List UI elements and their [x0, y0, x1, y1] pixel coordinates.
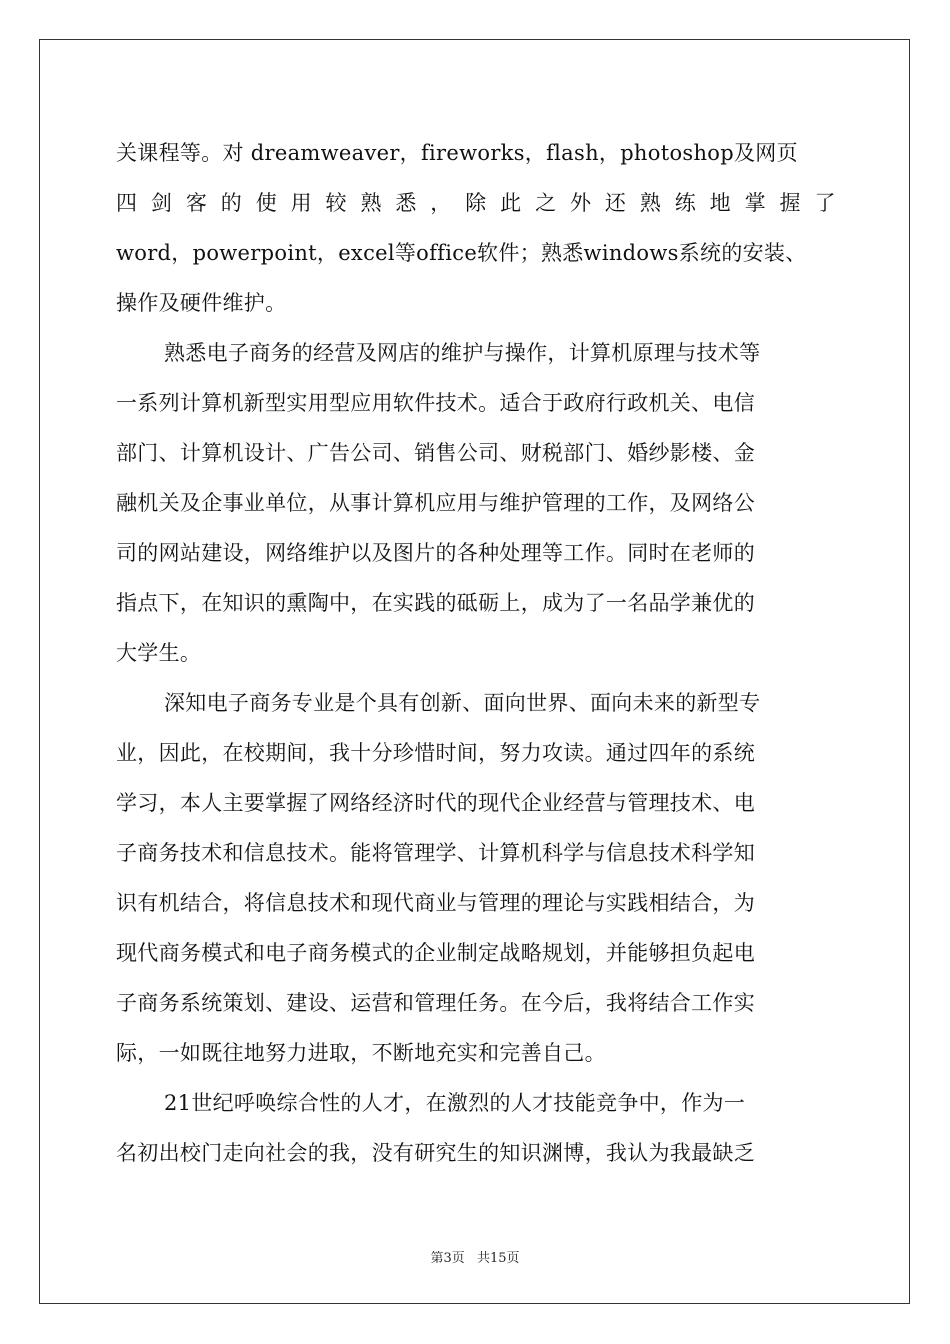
justified-char: 握: [779, 191, 801, 215]
text-line: 指点下，在知识的熏陶中，在实践的砥砺上，成为了一名品学兼优的: [116, 591, 755, 615]
text-line: word，powerpoint，excel等office软件；熟悉windows系统的安装、: [116, 241, 807, 265]
justified-char: 掌: [744, 191, 766, 215]
justified-char: 外: [569, 191, 592, 215]
text-line: 际，一如既往地努力进取，不断地充实和完善自己。: [116, 1041, 606, 1065]
text-line: 现代商务模式和电子商务模式的企业制定战略规划，并能够担负起电: [116, 941, 755, 965]
text-line: 识有机结合，将信息技术和现代商业与管理的理论与实践相结合，为: [116, 891, 755, 915]
page-footer: [0, 1247, 950, 1266]
justified-char: 了: [814, 191, 836, 215]
justified-char: 之: [535, 191, 557, 215]
justified-char: 悉: [395, 191, 417, 215]
paragraph-start-line: 熟悉电子商务的经营及网店的维护与操作，计算机原理与技术等: [164, 341, 761, 365]
justified-char: 熟: [639, 191, 662, 215]
justified-char: 练: [674, 191, 697, 215]
text-line: 操作及硬件维护。: [116, 291, 287, 315]
justified-char: 熟: [360, 191, 382, 215]
text-line: 学习，本人主要掌握了网络经济时代的现代企业经营与管理技术、电: [116, 791, 755, 815]
justified-char: 的: [220, 191, 243, 215]
page-number: 第3页: [430, 1251, 465, 1266]
justified-char: 四: [116, 191, 138, 215]
justified-char: 还: [604, 191, 627, 215]
text-line: 名初出校门走向社会的我，没有研究生的知识渊博，我认为我最缺乏: [116, 1141, 755, 1165]
justified-char: 地: [709, 191, 731, 215]
justified-char: 剑: [150, 191, 173, 215]
justified-char: ，: [430, 191, 452, 215]
text-line: 司的网站建设，网络维护以及图片的各种处理等工作。同时在老师的: [116, 541, 755, 565]
text-line: 子商务系统策划、建设、运营和管理任务。在今后，我将结合工作实: [116, 991, 755, 1015]
text-line: 子商务技术和信息技术。能将管理学、计算机科学与信息技术科学知: [116, 841, 755, 865]
document-body: [116, 128, 836, 1178]
justified-char: 此: [500, 191, 522, 215]
justified-char: 使: [255, 191, 277, 215]
text-line: 部门、计算机设计、广告公司、销售公司、财税部门、婚纱影楼、金: [116, 441, 755, 465]
justified-char: 较: [325, 191, 347, 215]
text-line: 大学生。: [116, 641, 202, 665]
justified-char: 客: [185, 191, 208, 215]
justified-char: 除: [465, 191, 487, 215]
text-line: 关课程等。对 dreamweaver，fireworks，flash，photoshop及网页: [116, 141, 798, 165]
text-line: 融机关及企事业单位，从事计算机应用与维护管理的工作，及网络公: [116, 491, 755, 515]
paragraph-start-line: 21世纪呼唤综合性的人才，在激烈的人才技能竞争中，作为一: [164, 1091, 746, 1115]
text-line: 一系列计算机新型实用型应用软件技术。适合于政府行政机关、电信: [116, 391, 755, 415]
text-line-justified: [116, 178, 836, 228]
text-line: 业，因此，在校期间，我十分珍惜时间，努力攻读。通过四年的系统: [116, 741, 755, 765]
page-total: 共15页: [476, 1251, 520, 1266]
paragraph-start-line: 深知电子商务专业是个具有创新、面向世界、面向未来的新型专: [164, 691, 761, 715]
justified-char: 用: [290, 191, 312, 215]
